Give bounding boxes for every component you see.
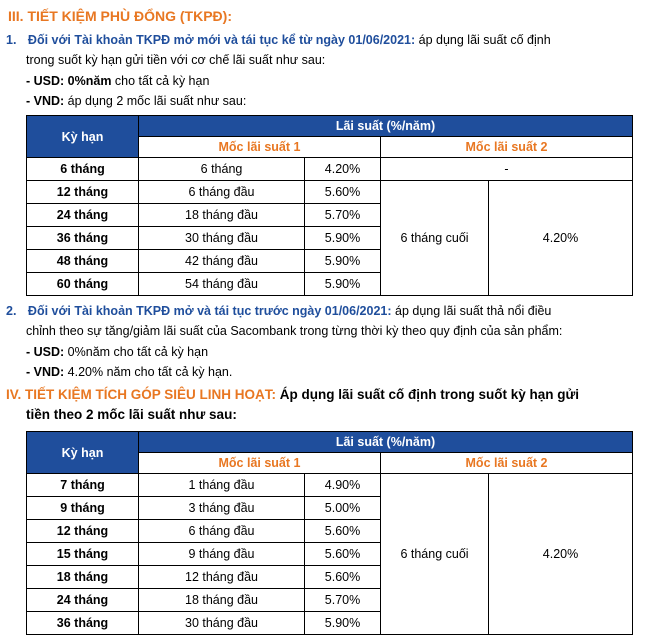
usd-line (26, 73, 209, 89)
period-cell: 6 tháng đầu (139, 181, 305, 204)
tier2-cell: - (381, 158, 633, 181)
period-cell: 54 tháng đầu (139, 273, 305, 296)
usd-label: - USD: 0%năm (26, 74, 112, 88)
rate-cell: 5.00% (305, 497, 381, 520)
tier2-period-cell: 6 tháng cuối (381, 474, 489, 635)
item2-text-a: áp dụng lãi suất thả nổi điều (391, 304, 552, 318)
rate-cell: 5.90% (305, 273, 381, 296)
period-cell: 6 tháng (139, 158, 305, 181)
term-cell: 7 tháng (27, 474, 139, 497)
term-cell: 36 tháng (27, 612, 139, 635)
tier1-header: Mốc lãi suất 1 (139, 453, 381, 474)
period-cell: 18 tháng đầu (139, 204, 305, 227)
term-cell: 48 tháng (27, 250, 139, 273)
section4-title: IV. TIẾT KIỆM TÍCH GÓP SIÊU LINH HOẠT: (6, 387, 277, 402)
rate-cell: 5.70% (305, 589, 381, 612)
rate-cell: 5.60% (305, 520, 381, 543)
term-cell: 60 tháng (27, 273, 139, 296)
period-cell: 18 tháng đầu (139, 589, 305, 612)
tier1-header: Mốc lãi suất 1 (139, 137, 381, 158)
table-row (27, 474, 633, 497)
term-cell: 36 tháng (27, 227, 139, 250)
rate-header: Lãi suất (%/năm) (139, 116, 633, 137)
item2-heading: Đối với Tài khoản TKPĐ mở và tái tục trước ngày 01/06/2021: (27, 304, 392, 318)
term-cell: 24 tháng (27, 204, 139, 227)
period-cell: 12 tháng đầu (139, 566, 305, 589)
table-row (27, 181, 633, 204)
term-cell: 18 tháng (27, 566, 139, 589)
period-cell: 6 tháng đầu (139, 520, 305, 543)
rate-cell: 5.60% (305, 566, 381, 589)
rate-header: Lãi suất (%/năm) (139, 432, 633, 453)
vnd2-line (26, 364, 232, 380)
vnd2-label: - VND: (26, 365, 65, 379)
table-row (27, 158, 633, 181)
vnd-line (26, 93, 246, 109)
period-cell: 3 tháng đầu (139, 497, 305, 520)
period-cell: 42 tháng đầu (139, 250, 305, 273)
item1-heading: Đối với Tài khoản TKPĐ mở mới và tái tục kể từ ngày 01/06/2021: (27, 33, 416, 47)
term-cell: 15 tháng (27, 543, 139, 566)
section4-line1 (6, 387, 579, 403)
tkpd-rate-table (26, 115, 633, 296)
period-cell: 1 tháng đầu (139, 474, 305, 497)
rate-cell: 4.20% (305, 158, 381, 181)
tier2-header: Mốc lãi suất 2 (381, 453, 633, 474)
tier2-header: Mốc lãi suất 2 (381, 137, 633, 158)
vnd-label: - VND: (26, 94, 65, 108)
usd-text: cho tất cả kỳ hạn (111, 74, 210, 88)
section3-title: III. TIẾT KIỆM PHÙ ĐỔNG (TKPĐ): (8, 8, 232, 24)
rate-cell: 5.90% (305, 612, 381, 635)
term-header: Kỳ hạn (27, 116, 139, 158)
item1-text-a: áp dụng lãi suất cố định (415, 33, 551, 47)
rate-cell: 5.90% (305, 227, 381, 250)
section4-text-b: tiền theo 2 mốc lãi suất như sau: (26, 407, 237, 422)
period-cell: 9 tháng đầu (139, 543, 305, 566)
usd2-text: 0%năm cho tất cả kỳ hạn (64, 345, 209, 359)
usd2-label: - USD: (26, 345, 65, 359)
rate-cell: 4.90% (305, 474, 381, 497)
item1-line1 (6, 32, 551, 48)
tier2-rate-cell: 4.20% (489, 474, 633, 635)
rate-cell: 5.60% (305, 181, 381, 204)
usd2-line (26, 344, 208, 360)
item1-text-b: trong suốt kỳ hạn gửi tiền với cơ chế lãi suất như sau: (26, 53, 326, 67)
item2-text-b: chỉnh theo sự tăng/giảm lãi suất của Sacombank trong từng thời kỳ theo quy định của sản phẩm: (26, 324, 563, 338)
vnd-text: áp dụng 2 mốc lãi suất như sau: (64, 94, 247, 108)
term-cell: 24 tháng (27, 589, 139, 612)
tier2-period-cell: 6 tháng cuối (381, 181, 489, 296)
period-cell: 30 tháng đầu (139, 612, 305, 635)
item1-number: 1. (6, 33, 17, 47)
item2-line1 (6, 303, 551, 319)
period-cell: 30 tháng đầu (139, 227, 305, 250)
term-cell: 12 tháng (27, 520, 139, 543)
rate-cell: 5.70% (305, 204, 381, 227)
term-header: Kỳ hạn (27, 432, 139, 474)
term-cell: 6 tháng (27, 158, 139, 181)
item2-number: 2. (6, 304, 17, 318)
rate-cell: 5.90% (305, 250, 381, 273)
rate-cell: 5.60% (305, 543, 381, 566)
section4-text-a: Áp dụng lãi suất cố định trong suốt kỳ hạn gửi (276, 387, 580, 402)
term-cell: 12 tháng (27, 181, 139, 204)
tich-gop-rate-table (26, 431, 633, 635)
vnd2-text: 4.20% năm cho tất cả kỳ hạn. (64, 365, 233, 379)
term-cell: 9 tháng (27, 497, 139, 520)
tier2-rate-cell: 4.20% (489, 181, 633, 296)
